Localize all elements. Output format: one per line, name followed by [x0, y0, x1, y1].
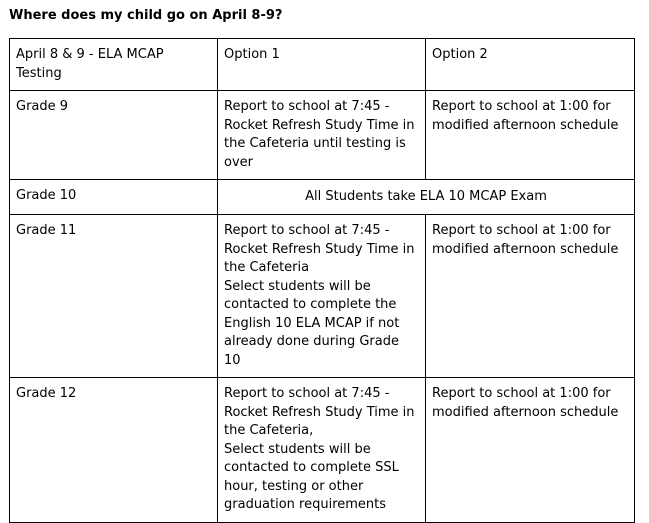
- cell-line: English 10 ELA MCAP if not: [224, 315, 400, 331]
- cell-line: modified afternoon schedule: [432, 117, 619, 133]
- cell-line: the Cafeteria until testing is: [224, 136, 406, 151]
- cell-line: Report to school at 1:00 for: [432, 223, 611, 238]
- page-title: Where does my child go on April 8-9?: [9, 8, 283, 23]
- grade-cell: Grade 10: [10, 180, 218, 215]
- table-row: [10, 180, 635, 215]
- cell-line: modified afternoon schedule: [432, 241, 619, 257]
- cell-line: graduation requirements: [224, 497, 387, 512]
- cell-line: hour, testing or other: [224, 478, 364, 494]
- grade-cell: Grade 11: [10, 215, 218, 378]
- cell-line: already done during Grade 10: [224, 334, 399, 368]
- table-row: [10, 378, 635, 523]
- option1-cell: [218, 378, 426, 523]
- cell-line: Report to school at 7:45 -: [224, 99, 390, 114]
- merged-option-cell: All Students take ELA 10 MCAP Exam: [218, 180, 635, 215]
- schedule-table: [9, 38, 635, 523]
- header-testing-cell: April 8 & 9 - ELA MCAP Testing: [10, 39, 218, 91]
- cell-line: Report to school at 7:45 -: [224, 386, 390, 401]
- cell-line: Report to school at 1:00 for: [432, 386, 611, 401]
- header-option1-cell: Option 1: [218, 39, 426, 91]
- option2-cell: [426, 91, 635, 180]
- option1-cell: [218, 215, 426, 378]
- table-row: [10, 215, 635, 378]
- table-header-row: [10, 39, 635, 91]
- cell-line: the Cafeteria: [224, 260, 310, 275]
- grade-cell: Grade 12: [10, 378, 218, 523]
- option2-cell: [426, 215, 635, 378]
- cell-line: Rocket Refresh Study Time in: [224, 241, 415, 257]
- option1-cell: [218, 91, 426, 180]
- cell-line: the Cafeteria,: [224, 423, 314, 438]
- cell-line: over: [224, 154, 253, 170]
- cell-line: Rocket Refresh Study Time in: [224, 404, 415, 420]
- cell-line: Select students will be: [224, 441, 371, 457]
- cell-line: contacted to complete the: [224, 297, 397, 312]
- cell-line: Rocket Refresh Study Time in: [224, 117, 415, 133]
- grade-cell: Grade 9: [10, 91, 218, 180]
- cell-line: Select students will be: [224, 278, 371, 294]
- header-option2-cell: Option 2: [426, 39, 635, 91]
- cell-line: Report to school at 7:45 -: [224, 223, 390, 238]
- cell-line: contacted to complete SSL: [224, 460, 399, 475]
- option2-cell: [426, 378, 635, 523]
- cell-line: modified afternoon schedule: [432, 404, 619, 420]
- cell-line: Report to school at 1:00 for: [432, 99, 611, 114]
- table-row: [10, 91, 635, 180]
